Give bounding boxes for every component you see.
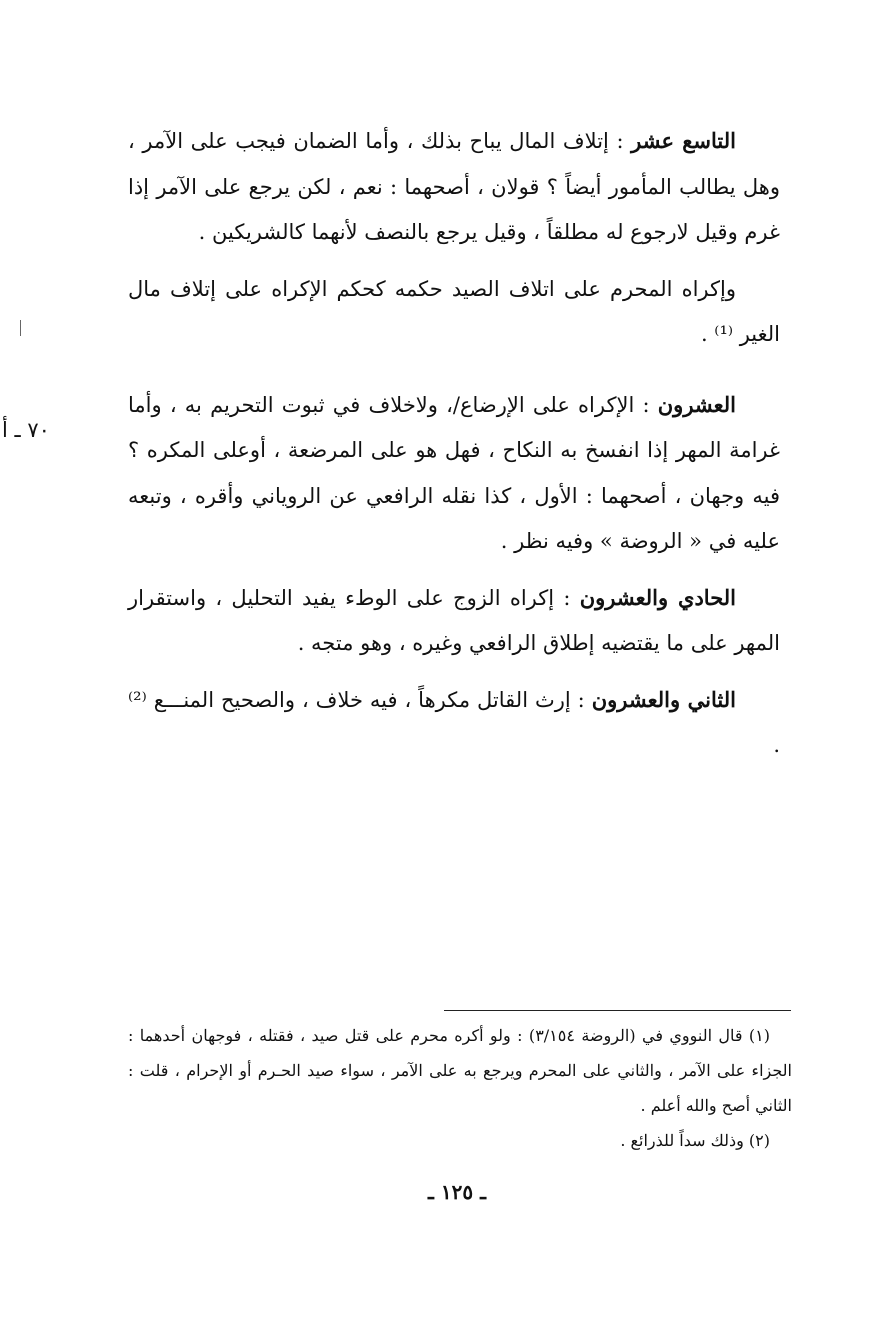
paragraph-heading: العشرون	[657, 391, 736, 417]
paragraph-heading: الحادي والعشرون	[579, 584, 736, 610]
paragraph-twenty-second	[128, 677, 780, 769]
footnotes	[128, 1018, 792, 1158]
paragraph-hunting-note	[128, 266, 780, 358]
paragraph-text: : الإكراه على الإرضاع/، ولاخلاف في ثبوت التحريم به ، وأما غرامة المهر إذا انفسخ به النكاح ، فهل هو على المرضعة ، أوعلى المكره ؟ فيه وجهان ، أصحهما : الأول ، كذا نقله الرافعي عن الروياني وأقره ، وتبعه عليه في « الروضة » وفيه نظر .	[128, 392, 780, 553]
paragraph-text: : إكراه الزوج على الوطء يفيد التحليل ، واستقرار المهر على ما يقتضيه إطلاق الرافعي وغيره ، وهو متجه .	[128, 585, 780, 655]
paragraph-nineteenth	[128, 118, 780, 256]
paragraph-text: : إتلاف المال يباح بذلك ، وأما الضمان فيجب على الآمر ، وهل يطالب المأمور أيضاً ؟ قولان ، أصحهما : نعم ، لكن يرجع على الآمر إذا غرم وقيل لارجوع له مطلقاً ، وقيل يرجع بالنصف لأنهما كالشريكين .	[128, 129, 780, 244]
page-number: ـ ١٢٥ ـ	[428, 1180, 486, 1204]
footnote-separator	[444, 1010, 791, 1011]
paragraph-heading: الثاني والعشرون	[591, 686, 736, 712]
paragraph-text: وإكراه المحرم على اتلاف الصيد حكمه كحكم الإكراه على إتلاف مال الغير ⁽¹⁾ .	[128, 276, 780, 346]
paragraph-text: : إرث القاتل مكرهاً ، فيه خلاف ، والصحيح المنـــع ⁽²⁾ .	[128, 687, 780, 757]
footnote-2: (٢) وذلك سداً للذرائع .	[620, 1131, 770, 1150]
footnote-1: (١) قال النووي في (الروضة ٣/١٥٤) : ولو أكره محرم على قتل صيد ، فقتله ، فوجهان أحدهما : الجزاء على الآمر ، والثاني على المحرم ويرجع به على الآمر ، سواء صيد الحـرم أو الإحرام ، قلت : الثاني أصح والله أعلم .	[128, 1026, 792, 1115]
margin-mark	[20, 320, 21, 336]
manuscript-folio-reference: ٧٠ ـ أ	[2, 418, 50, 442]
main-text	[128, 118, 780, 779]
paragraph-twentieth	[128, 382, 780, 565]
paragraph-twenty-first	[128, 575, 780, 667]
paragraph-heading: التاسع عشر	[631, 128, 736, 153]
